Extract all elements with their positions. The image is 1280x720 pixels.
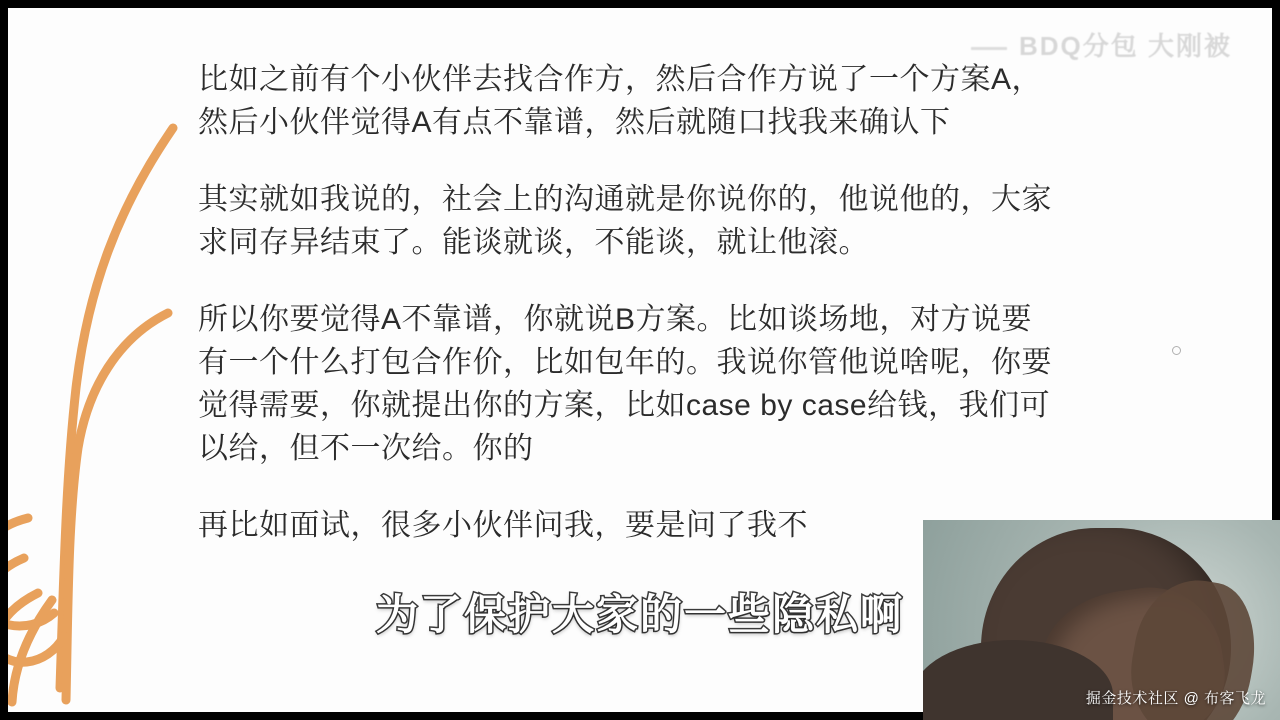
paragraph: 所以你要觉得A不靠谱，你就说B方案。比如谈场地，对方说要有一个什么打包合作价，比如包年的。我说你管他说啥呢，你要觉得需要，你就提出你的方案，比如case by case给钱，我们可以给，但不一次给。你的 xyxy=(198,303,1052,465)
paragraph: 再比如面试，很多小伙伴问我，要是问了我不 xyxy=(198,509,808,542)
watermark-dash xyxy=(971,47,1007,50)
paragraph: 其实就如我说的，社会上的沟通就是你说你的，他说他的，大家求同存异结束了。能谈就谈，不能谈，就让他滚。 xyxy=(198,183,1052,259)
burned-in-subtitle: 为了保护大家的一些隐私啊 xyxy=(375,591,904,638)
channel-watermark: 掘金技术社区 @ 布客飞龙 xyxy=(1085,690,1266,707)
slide-body-text xyxy=(198,58,1058,547)
paragraph: 比如之前有个小伙伴去找合作方，然后合作方说了一个方案A，然后小伙伴觉得A有点不靠谱，然后就随口找我来确认下 xyxy=(198,63,1043,139)
speaker-camera-overlay[interactable] xyxy=(923,520,1280,720)
cursor-dot-icon xyxy=(1172,346,1181,355)
watermark-text: BDQ分包 大刚被 xyxy=(1018,31,1232,61)
